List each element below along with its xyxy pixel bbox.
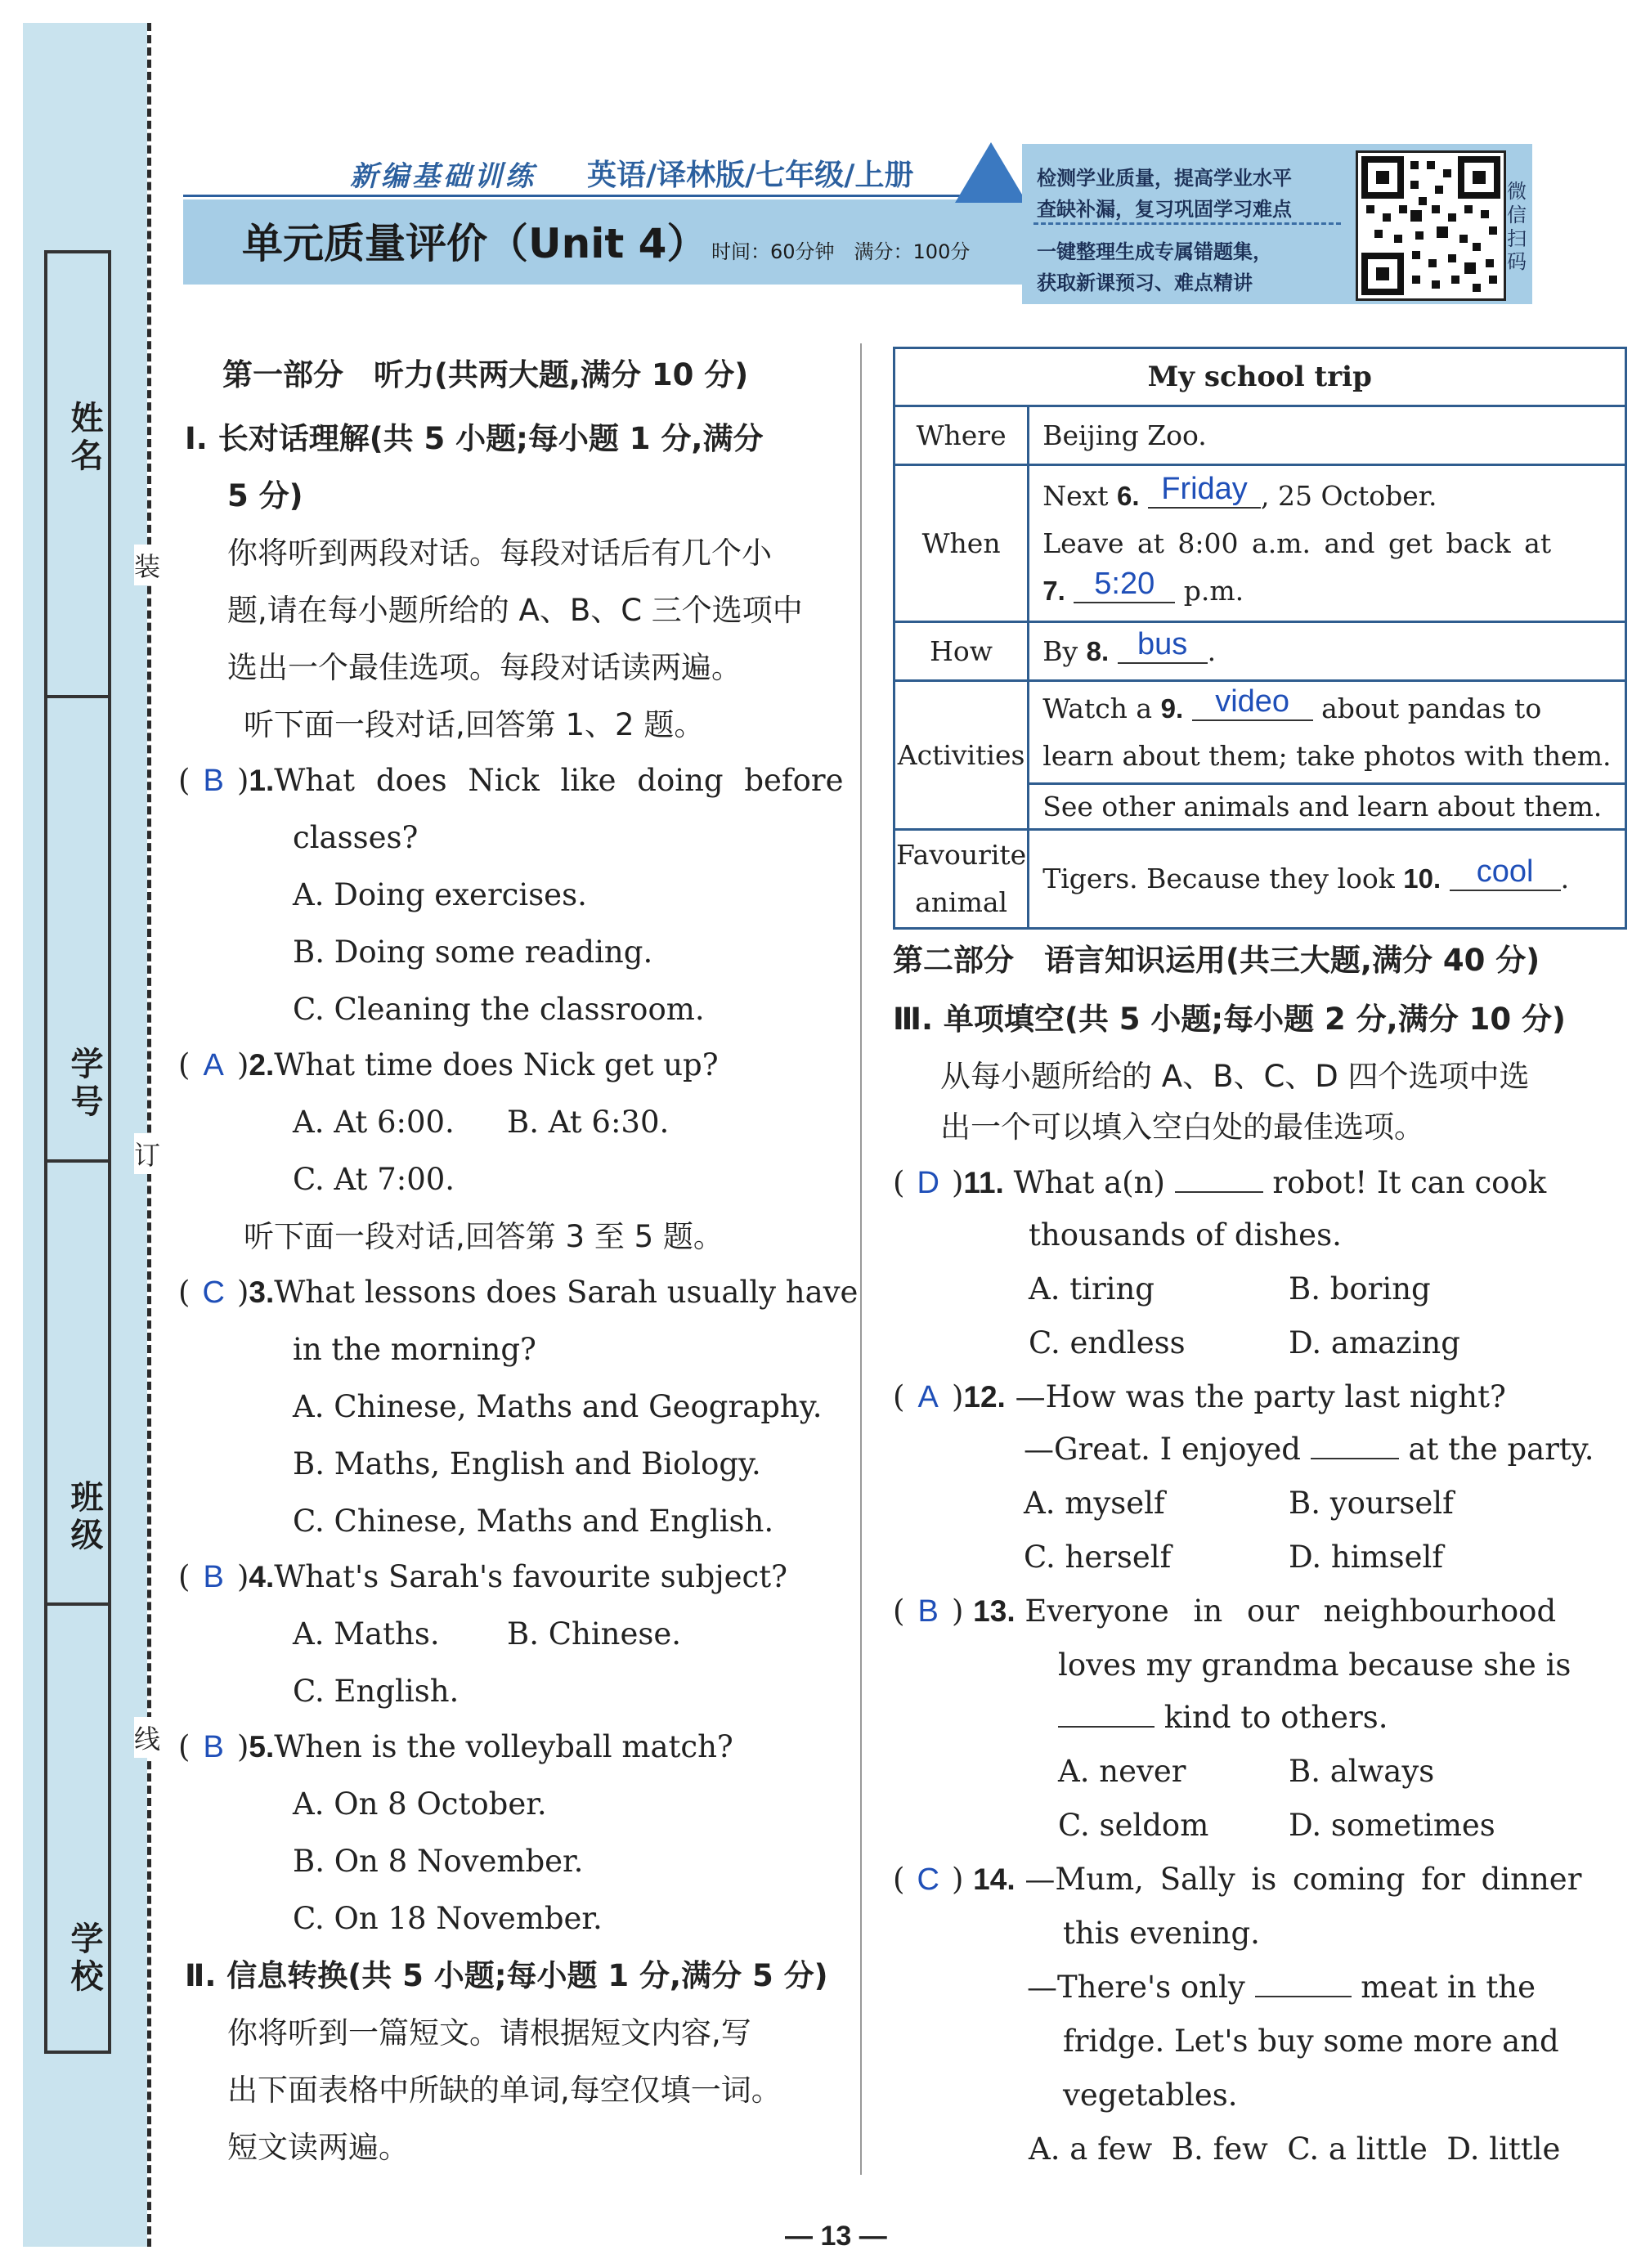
answer-mark: B — [203, 764, 224, 798]
answer-mark: A — [917, 1380, 939, 1414]
question-number: 12. — [963, 1380, 1006, 1414]
qr-caption-char: 信 — [1507, 203, 1527, 226]
qr-caption-char: 码 — [1507, 250, 1527, 274]
question-stem: robot! It can cook — [1262, 1165, 1547, 1200]
cell-text: Next — [1042, 479, 1117, 512]
table-row — [894, 465, 1626, 622]
option: A. At 6:00. — [293, 1105, 455, 1140]
answer-mark: B — [203, 1560, 224, 1594]
question-stem-cont — [1058, 1700, 1388, 1735]
answer-blank — [1255, 1996, 1352, 1997]
blank-8-answer: bus — [1118, 626, 1208, 664]
info-divider — [47, 1159, 108, 1163]
binding-mark: 订 — [134, 1133, 160, 1174]
page-number: — 13 — — [785, 2221, 887, 2252]
student-info-box — [44, 250, 111, 2054]
question-stem: —Great. I enjoyed — [1024, 1432, 1311, 1467]
cell-text: , 25 October. — [1261, 479, 1437, 512]
option: C. endless — [1029, 1325, 1186, 1360]
option: D. little — [1446, 2131, 1561, 2167]
school-field-label: 学校 — [65, 1921, 103, 1997]
qr-code-icon[interactable] — [1356, 150, 1506, 301]
question-3: ( C )3.What lessons does Sarah usually have — [178, 1275, 859, 1310]
question-stem: When is the volleyball match? — [274, 1729, 733, 1764]
answer-mark: C — [917, 1862, 939, 1897]
question-number: 13. — [973, 1594, 1016, 1628]
name-field-label: 姓名 — [65, 401, 103, 476]
section3-title: Ⅲ. 单项填空(共 5 小题;每小题 2 分,满分 10 分) — [893, 1002, 1566, 1037]
instructions: 你将听到两段对话。每段对话后有几个小 — [227, 536, 772, 571]
promo-arrow-icon — [955, 142, 1027, 203]
question-number: 4. — [249, 1560, 275, 1593]
info-divider — [47, 1602, 108, 1606]
instructions: 选出一个最佳选项。每段对话读两遍。 — [227, 650, 742, 685]
option: A. myself — [1024, 1486, 1165, 1521]
question-stem: What time does Nick get up? — [274, 1047, 719, 1082]
cell-text: Tigers. Because they look — [1042, 863, 1404, 894]
question-stem: What a(n) — [1013, 1165, 1175, 1200]
school-trip-table — [893, 347, 1627, 930]
option: C. seldom — [1058, 1808, 1209, 1843]
answer-blank — [1311, 1458, 1399, 1459]
question-stem: Everyone in our neighbourhood — [1025, 1593, 1557, 1629]
info-divider — [47, 695, 108, 698]
test-meta: 时间：60分钟 满分：100分 — [711, 240, 971, 263]
question-number: 2. — [249, 1048, 275, 1082]
answer-mark: B — [203, 1730, 224, 1764]
option: A. never — [1058, 1754, 1186, 1789]
question-stem-cont: vegetables. — [1063, 2078, 1238, 2113]
question-stem-cont: thousands of dishes. — [1029, 1217, 1342, 1253]
question-number: 5. — [249, 1730, 275, 1764]
answer-mark: C — [202, 1275, 225, 1310]
table-row — [894, 681, 1626, 784]
option: D. amazing — [1289, 1325, 1460, 1360]
blank-number: 9. — [1160, 693, 1184, 724]
question-12: ( A )12. —How was the party last night? — [893, 1379, 1506, 1414]
question-5: ( B )5.When is the volleyball match? — [178, 1729, 733, 1764]
question-stem-cont — [1027, 1970, 1536, 2005]
promo-line: 检测学业质量，提高学业水平 — [1037, 167, 1292, 190]
section2-title: Ⅱ. 信息转换(共 5 小题;每小题 1 分,满分 5 分) — [185, 1958, 828, 1993]
question-stem: —How was the party last night? — [1015, 1379, 1506, 1414]
answer-mark: B — [917, 1594, 939, 1629]
option: B. Doing some reading. — [293, 935, 653, 970]
book-info: 英语/译林版/七年级/上册 — [587, 159, 914, 192]
table-row — [894, 406, 1626, 465]
option: D. sometimes — [1289, 1808, 1495, 1843]
blank-number: 6. — [1117, 480, 1140, 511]
dialog-prompt: 听下面一段对话,回答第 3 至 5 题。 — [244, 1219, 724, 1254]
blank-number: 7. — [1042, 575, 1065, 606]
question-number: 3. — [249, 1275, 275, 1309]
instructions: 出下面表格中所缺的单词,每空仅填一词。 — [227, 2073, 782, 2108]
activities-value — [1029, 681, 1625, 784]
question-stem: at the party. — [1398, 1432, 1594, 1467]
option: A. Chinese, Maths and Geography. — [293, 1389, 823, 1424]
option: A. Maths. — [293, 1616, 440, 1652]
part1-heading: 第一部分 听力(共两大题,满分 10 分) — [222, 357, 749, 392]
instructions: 你将听到一篇短文。请根据短文内容,写 — [227, 2015, 751, 2051]
option: B. always — [1289, 1754, 1435, 1789]
cell-text: . — [1560, 863, 1570, 894]
answer-blank — [1175, 1191, 1263, 1193]
class-field-label: 班级 — [65, 1480, 103, 1555]
binding-mark: 装 — [134, 545, 160, 585]
question-stem-cont: fridge. Let's buy some more and — [1063, 2024, 1559, 2059]
binding-mark: 线 — [134, 1717, 160, 1758]
option: C. On 18 November. — [293, 1901, 603, 1936]
dialog-prompt: 听下面一段对话,回答第 1、2 题。 — [244, 707, 705, 742]
question-stem-cont: loves my grandma because she is — [1058, 1647, 1572, 1683]
question-stem: kind to others. — [1155, 1700, 1388, 1735]
promo-line: 一键整理生成专属错题集， — [1037, 240, 1272, 263]
cell-text: about pandas to — [1312, 692, 1542, 724]
question-number: 14. — [973, 1862, 1016, 1896]
series-title: 新编基础训练 — [350, 160, 536, 193]
option: A. Doing exercises. — [293, 877, 587, 912]
promo-divider — [1033, 222, 1341, 225]
option: C. a little — [1287, 2131, 1428, 2167]
promo-box — [1022, 144, 1354, 304]
question-stem: —Mum, Sally is coming for dinner — [1025, 1862, 1582, 1897]
instructions: 短文读两遍。 — [227, 2130, 409, 2165]
question-13: ( B ) 13. Everyone in our neighbourhood — [893, 1593, 1557, 1629]
answer-blank — [1058, 1726, 1155, 1728]
option: A. On 8 October. — [293, 1786, 547, 1822]
qr-caption — [1504, 180, 1529, 274]
row-label-activities: Activities — [894, 681, 1029, 830]
instructions: 从每小题所给的 A、B、C、D 四个选项中选 — [940, 1059, 1530, 1094]
question-stem-cont: in the morning? — [293, 1332, 536, 1367]
row-label-how: How — [894, 622, 1029, 681]
question-1: ( B )1.What does Nick like doing before — [178, 763, 844, 798]
option: D. himself — [1289, 1540, 1444, 1575]
cell-text: Watch a — [1042, 692, 1161, 724]
option: B. boring — [1289, 1271, 1431, 1307]
how-value — [1029, 622, 1625, 681]
question-stem: What does Nick like doing before — [274, 763, 844, 798]
column-divider — [860, 343, 862, 2175]
question-stem: What lessons does Sarah usually have — [274, 1275, 859, 1310]
section1-title-cont: 5 分) — [227, 478, 303, 513]
option: B. Maths, English and Biology. — [293, 1446, 761, 1481]
blank-number: 8. — [1086, 635, 1110, 666]
question-stem-cont — [1024, 1432, 1594, 1467]
option: B. yourself — [1289, 1486, 1454, 1521]
question-number: 1. — [249, 764, 275, 797]
question-stem: meat in the — [1351, 1970, 1536, 2005]
question-stem: —There's only — [1027, 1970, 1255, 2005]
question-number: 11. — [963, 1166, 1004, 1199]
answer-mark: A — [203, 1048, 224, 1082]
promo-line: 查缺补漏，复习巩固学习难点 — [1037, 198, 1292, 221]
qr-caption-char: 微 — [1507, 180, 1527, 203]
question-11: ( D )11. What a(n) robot! It can cook — [893, 1165, 1547, 1200]
option: C. Cleaning the classroom. — [293, 992, 705, 1027]
question-stem-cont: classes? — [293, 820, 419, 855]
question-4: ( B )4.What's Sarah's favourite subject? — [178, 1559, 787, 1594]
option: C. herself — [1024, 1540, 1172, 1575]
instructions: 题,请在每小题所给的 A、B、C 三个选项中 — [227, 593, 803, 628]
cell-text: Favourite — [896, 839, 1027, 871]
option: B. On 8 November. — [293, 1844, 584, 1879]
blank-10-answer: cool — [1450, 854, 1561, 891]
table-row — [894, 622, 1626, 681]
cell-text: By — [1042, 634, 1087, 667]
option: C. English. — [293, 1674, 460, 1709]
row-label-when: When — [894, 465, 1029, 622]
where-value: Beijing Zoo. — [1029, 406, 1625, 465]
option: B. At 6:30. — [507, 1105, 670, 1140]
blank-7-answer: 5:20 — [1074, 566, 1175, 603]
table-row — [894, 830, 1626, 929]
question-14: ( C ) 14. —Mum, Sally is coming for dinner — [893, 1862, 1582, 1897]
option: C. Chinese, Maths and English. — [293, 1504, 774, 1539]
option: B. few — [1171, 2131, 1268, 2167]
student-id-field-label: 学号 — [65, 1047, 103, 1122]
cell-text: animal — [915, 886, 1008, 918]
activities-value-2: See other animals and learn about them. — [1029, 784, 1625, 830]
cell-text: p.m. — [1175, 574, 1244, 607]
cell-text: . — [1207, 634, 1217, 667]
promo-line: 获取新课预习、难点精讲 — [1037, 271, 1253, 294]
row-label-favourite — [894, 830, 1029, 929]
page-title: 单元质量评价（Unit 4） — [242, 220, 708, 267]
row-label-where: Where — [894, 406, 1029, 465]
blank-6-answer: Friday — [1148, 471, 1261, 509]
table-title: My school trip — [894, 348, 1626, 406]
option: C. At 7:00. — [293, 1162, 455, 1197]
header-rule — [183, 195, 1007, 197]
cell-text: learn about them; take photos with them. — [1042, 739, 1612, 772]
options-row — [1029, 2131, 1561, 2167]
question-2: ( A )2.What time does Nick get up? — [178, 1047, 719, 1082]
instructions: 出一个可以填入空白处的最佳选项。 — [940, 1109, 1424, 1145]
qr-caption-char: 扫 — [1507, 226, 1527, 250]
question-stem-cont: this evening. — [1063, 1916, 1260, 1951]
option: A. a few — [1029, 2131, 1153, 2167]
question-stem: What's Sarah's favourite subject? — [274, 1559, 787, 1594]
option: A. tiring — [1029, 1271, 1155, 1307]
when-value — [1029, 465, 1625, 622]
qr-area — [1351, 144, 1532, 304]
answer-mark: D — [917, 1166, 939, 1200]
option: B. Chinese. — [507, 1616, 682, 1652]
blank-9-answer: video — [1192, 684, 1313, 721]
section1-title: Ⅰ. 长对话理解(共 5 小题;每小题 1 分,满分 — [185, 421, 764, 456]
favourite-value — [1029, 830, 1625, 929]
cell-text: Leave at 8:00 a.m. and get back at — [1042, 527, 1552, 559]
blank-number: 10. — [1403, 863, 1441, 894]
part2-heading: 第二部分 语言知识运用(共三大题,满分 40 分) — [893, 943, 1540, 978]
